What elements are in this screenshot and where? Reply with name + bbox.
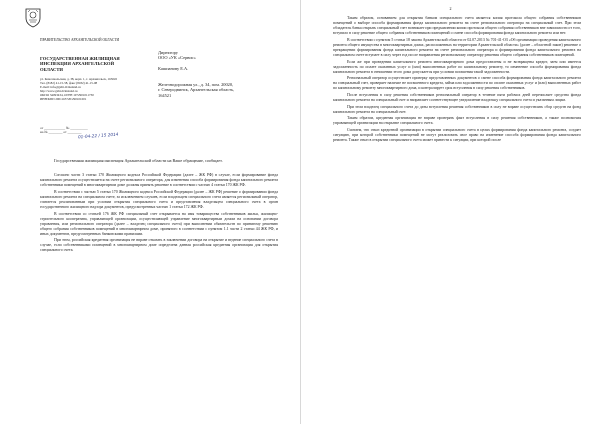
body-paragraph: После вступления в силу решения собственников региональный оператор в течение пяти рабочих дней перечисляет средства фонда капитального ремонта на специальный счет и направляет соответствующее уведомление владельцу специального счета и указанным лицам. <box>333 93 581 103</box>
coat-of-arms-icon <box>22 6 44 28</box>
addressee-block: Директору ООО «УК «Сервис» Кашпанову Е.А. <box>158 50 196 71</box>
registration-number-line: от ____________ № __________ на № ________ от ________ <box>40 126 88 135</box>
body-paragraph: Согласно части 3 статьи 170 Жилищного кодекса Российской Федерации (далее – ЖК РФ) в случае, если формирование фонда капитального ремонта осуществляется на счете регионального оператора, для изменения способа формирования фонда капитального ремонта собственники помещений в многоквартирном доме должны принять решение в соответствии с частью 4 статьи 170 ЖК РФ. <box>40 173 278 188</box>
body-paragraph: Считаем, что отказ кредитной организации в открытии специального счета в целях формирования фонда капитального ремонта, создает ситуацию, при которой собственники помещений не могут реализовать свое право на изменение способа формирования фонда капитального ремонта. Также отказ в открытии специального счета может привести к ситуации, при которой после <box>333 128 581 143</box>
body-paragraph: В соответствии с частью 5 статьи 170 Жилищного кодекса Российской Федерации (далее – ЖК РФ) решение о формировании фонда капитального ремонта на специальном счете, за исключением случаев, если владельцем специального счета является региональный оператор, считается реализованным при условии открытия специального счета и представления владельцем специального счета в орган государственного жилищного надзора документов, предусмотренных частью 1 статьи 172 ЖК РФ. <box>40 189 278 209</box>
body-paragraph: Таким образом, кредитная организация не вправе проверять факт вступления в силу решения собственников, а также полномочия управляющей организации на открытие специального счета. <box>333 116 581 126</box>
handwritten-registration-stamp: 01-04-22 / 15 2014 <box>77 131 119 140</box>
addressee-address: Железнодорожная ул., д. 34, пом. 20020, г. Северодвинск, Архангельская область, 164521 <box>158 82 235 98</box>
body-paragraph: В соответствии со статьей 176 ЖК РФ специальный счет открывается на имя товарищества собственников жилья, жилищно-строительного кооператива, управляющей организации, осуществляющей управление многоквартирным домом на основании договора управления, или регионального оператора (далее – владелец специального счета) при выполнении обязательств по принятому решению общего собрания собственников помещений в многоквартирном доме, принятого в соответствии с пунктом 1.1 части 2 статьи 44 ЖК РФ, и иных документов, предусмотренных банковскими правилами. <box>40 211 278 236</box>
body-paragraph: При этом владелец специального счета до даты вступления решения собственников в силу не вправе осуществлять сбор средств на фонд капитального ремонта на специальный счет. <box>333 104 581 114</box>
body-paragraph: Таким образом, основанием для открытия банком специального счета является копия протокола общего собрания собственников помещений о выборе способа формирования фонда капитального ремонта на счете регионального оператора на специальный счет. При этом обладатель банка открыть специальный счет возникает при предъявлении копии протокола общего собрания собственников вне зависимости от того, вступило в силу решение общего собрания собственников помещений о смене способа формирования фонда капитального ремонта или нет. <box>333 16 582 36</box>
ministry-line: ПРАВИТЕЛЬСТВО АРХАНГЕЛЬСКОЙ ОБЛАСТИ <box>40 38 120 42</box>
letter-page-2 <box>300 0 600 424</box>
letter-body-page-1 <box>40 173 278 255</box>
letter-body-page-2 <box>333 16 581 145</box>
body-paragraph: В соответствии с пунктом 5 статьи 18 закона Архангельской области от 02.07.2013 № 701-41-ОЗ «Об организации проведения капитального ремонта общего имущества в многоквартирных домах, расположенных на территории Архангельской области» (далее – областной закон) решение о прекращении формирования фонда капитального ремонта на счете регионального оператора и формировании фонда капитального ремонта на специальном счете вступает в силу через год после направления региональному оператору решения общего собрания собственников помещений. <box>333 37 581 57</box>
letter-intro: Государственная жилищная инспекция Архангельской области на Ваше обращение, сообщает. <box>54 158 223 163</box>
page-number: 2 <box>449 6 452 11</box>
organization-contacts: ул. Комсомольская, д. 38, корп. 1, г. Архангельск, 163045 Тел. (8182) 41-15-58, факс (8182) 41-15-08 E-mail: info@gzhi.dvinaland.ru http://www.gzhi.dvinaland.ru ОКПО 34093434, ОГРН 1072901011730 ИНН/КПП 2901165720/290101001 <box>40 77 118 101</box>
organization-name: ГОСУДАРСТВЕННАЯ ЖИЛИЩНАЯ ИНСПЕКЦИЯ АРХАНГЕЛЬСКОЙ ОБЛАСТИ <box>40 56 120 72</box>
body-paragraph: При этом, российская кредитная организация не вправе отказать в заключении договора на открытие и ведение специального счета в случае, если собственниками помещений в многоквартирном доме определена данная российская кредитная организация для открытия специального счета. <box>40 238 278 253</box>
body-paragraph: Если же при проведении капитального ремонта многоквартирного дома предоставлены и не возвращены кредит, заем или имеется задолженность по оплате оказанных услуг и (или) выполненных работ по капитальному ремонту, то изменение способа формирования фонда капитального ремонта в отношении этого дома допускается при условии погашения такой задолженности. <box>333 59 581 74</box>
body-paragraph: Региональный оператор осуществляет проверку представленных документов о смене способа формирования фонда капитального ремонта на специальный счет, проверяет наличие не погашенного кредита, займа или задолженности по оплате оказанных услуг и (или) выполненных работ по капитальному ремонту многоквартирного дома, и контролирует срок вступления в силу решения собственников. <box>333 76 581 91</box>
